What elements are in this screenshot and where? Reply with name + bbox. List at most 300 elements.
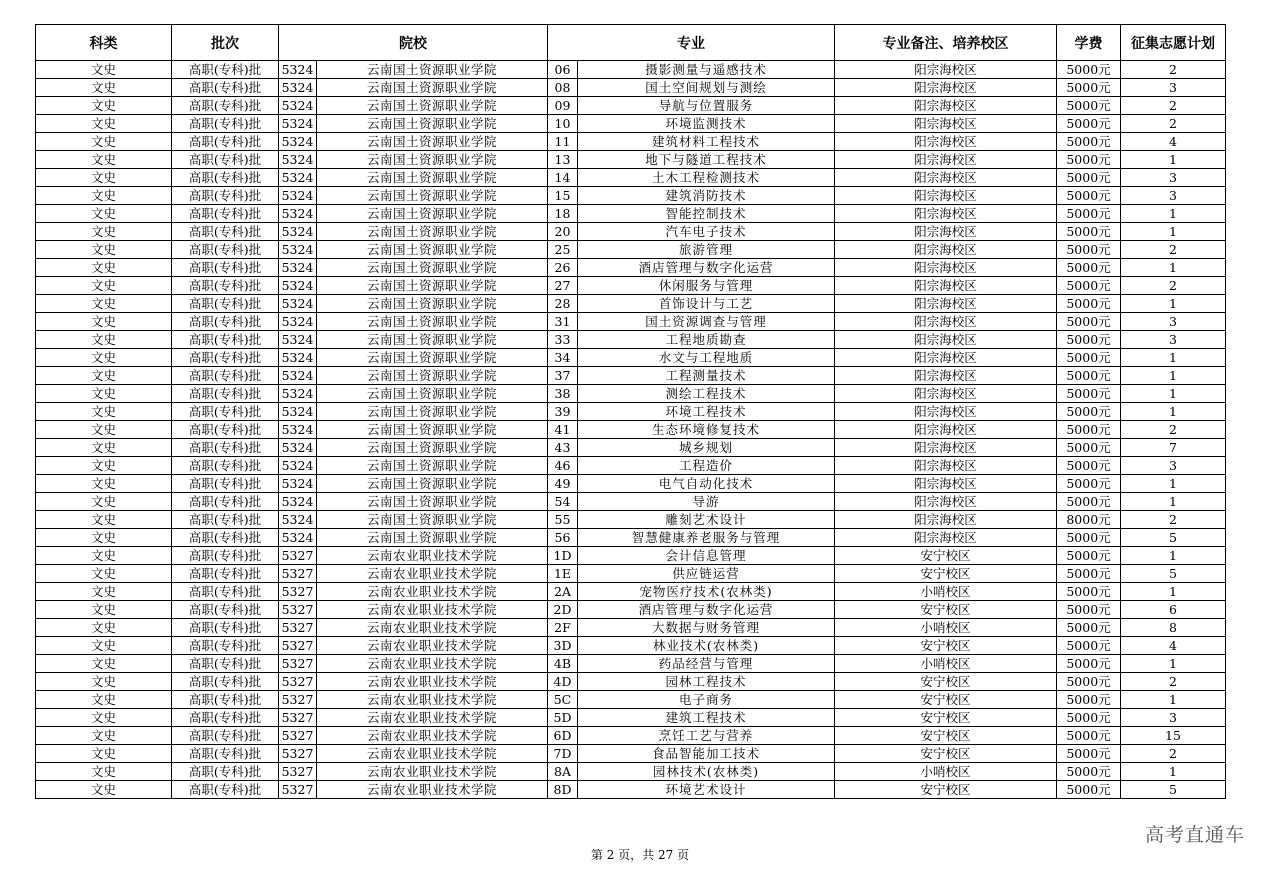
cell-major-code: 4B [548, 655, 578, 673]
cell-fee: 5000元 [1057, 583, 1121, 601]
cell-school-code: 5324 [279, 277, 317, 295]
cell-category: 文史 [36, 601, 172, 619]
table-row [36, 547, 1226, 565]
cell-fee: 5000元 [1057, 745, 1121, 763]
cell-plan-count: 2 [1121, 115, 1226, 133]
cell-campus-note: 小哨校区 [835, 619, 1057, 637]
cell-school-code: 5327 [279, 565, 317, 583]
table-row [36, 349, 1226, 367]
cell-major-code: 37 [548, 367, 578, 385]
cell-category: 文史 [36, 97, 172, 115]
cell-major-name: 国土空间规划与测绘 [578, 79, 835, 97]
cell-major-name: 园林工程技术 [578, 673, 835, 691]
cell-category: 文史 [36, 205, 172, 223]
cell-plan-count: 15 [1121, 727, 1226, 745]
cell-school-name: 云南国土资源职业学院 [317, 529, 548, 547]
cell-campus-note: 阳宗海校区 [835, 439, 1057, 457]
table-row [36, 61, 1226, 79]
cell-school-name: 云南国土资源职业学院 [317, 79, 548, 97]
cell-major-code: 6D [548, 727, 578, 745]
cell-school-name: 云南农业职业技术学院 [317, 709, 548, 727]
cell-plan-count: 1 [1121, 583, 1226, 601]
cell-major-name: 电子商务 [578, 691, 835, 709]
cell-category: 文史 [36, 241, 172, 259]
cell-plan-count: 3 [1121, 79, 1226, 97]
cell-school-name: 云南国土资源职业学院 [317, 511, 548, 529]
cell-school-name: 云南农业职业技术学院 [317, 637, 548, 655]
table-body [36, 61, 1226, 799]
cell-campus-note: 阳宗海校区 [835, 313, 1057, 331]
cell-category: 文史 [36, 547, 172, 565]
cell-major-code: 11 [548, 133, 578, 151]
cell-major-code: 5D [548, 709, 578, 727]
cell-campus-note: 阳宗海校区 [835, 295, 1057, 313]
cell-campus-note: 小哨校区 [835, 583, 1057, 601]
cell-major-name: 水文与工程地质 [578, 349, 835, 367]
cell-major-name: 汽车电子技术 [578, 223, 835, 241]
cell-major-code: 4D [548, 673, 578, 691]
cell-school-name: 云南国土资源职业学院 [317, 493, 548, 511]
cell-school-name: 云南国土资源职业学院 [317, 295, 548, 313]
cell-school-code: 5324 [279, 61, 317, 79]
cell-major-code: 08 [548, 79, 578, 97]
table-header-row [36, 25, 1226, 61]
cell-category: 文史 [36, 295, 172, 313]
cell-major-name: 智慧健康养老服务与管理 [578, 529, 835, 547]
cell-major-name: 园林技术(农林类) [578, 763, 835, 781]
cell-fee: 5000元 [1057, 673, 1121, 691]
table-row [36, 223, 1226, 241]
table-row [36, 619, 1226, 637]
cell-campus-note: 阳宗海校区 [835, 115, 1057, 133]
table-row [36, 511, 1226, 529]
cell-campus-note: 阳宗海校区 [835, 493, 1057, 511]
cell-plan-count: 6 [1121, 601, 1226, 619]
cell-major-name: 智能控制技术 [578, 205, 835, 223]
table-row [36, 583, 1226, 601]
cell-plan-count: 3 [1121, 187, 1226, 205]
cell-batch: 高职(专科)批 [172, 133, 279, 151]
cell-major-code: 5C [548, 691, 578, 709]
cell-batch: 高职(专科)批 [172, 511, 279, 529]
cell-school-code: 5324 [279, 205, 317, 223]
cell-batch: 高职(专科)批 [172, 169, 279, 187]
cell-fee: 5000元 [1057, 493, 1121, 511]
page-indicator: 第 2 页，共 27 页 [590, 848, 690, 862]
cell-major-code: 06 [548, 61, 578, 79]
cell-category: 文史 [36, 277, 172, 295]
cell-batch: 高职(专科)批 [172, 709, 279, 727]
cell-batch: 高职(专科)批 [172, 385, 279, 403]
cell-school-name: 云南农业职业技术学院 [317, 601, 548, 619]
cell-category: 文史 [36, 331, 172, 349]
cell-fee: 5000元 [1057, 457, 1121, 475]
cell-category: 文史 [36, 583, 172, 601]
header-category: 科类 [36, 25, 172, 61]
cell-category: 文史 [36, 745, 172, 763]
cell-batch: 高职(专科)批 [172, 475, 279, 493]
cell-campus-note: 小哨校区 [835, 655, 1057, 673]
cell-plan-count: 1 [1121, 295, 1226, 313]
cell-batch: 高职(专科)批 [172, 259, 279, 277]
table-row [36, 205, 1226, 223]
cell-category: 文史 [36, 367, 172, 385]
cell-campus-note: 阳宗海校区 [835, 403, 1057, 421]
cell-major-name: 建筑材料工程技术 [578, 133, 835, 151]
cell-school-code: 5327 [279, 763, 317, 781]
cell-fee: 5000元 [1057, 79, 1121, 97]
cell-school-code: 5327 [279, 691, 317, 709]
cell-major-name: 土木工程检测技术 [578, 169, 835, 187]
cell-category: 文史 [36, 619, 172, 637]
table-row [36, 115, 1226, 133]
cell-plan-count: 5 [1121, 565, 1226, 583]
cell-school-code: 5327 [279, 727, 317, 745]
cell-major-name: 导游 [578, 493, 835, 511]
cell-school-name: 云南国土资源职业学院 [317, 187, 548, 205]
table-row [36, 439, 1226, 457]
cell-school-name: 云南国土资源职业学院 [317, 241, 548, 259]
cell-category: 文史 [36, 187, 172, 205]
cell-batch: 高职(专科)批 [172, 673, 279, 691]
cell-batch: 高职(专科)批 [172, 727, 279, 745]
cell-fee: 5000元 [1057, 241, 1121, 259]
cell-major-name: 林业技术(农林类) [578, 637, 835, 655]
cell-major-name: 供应链运营 [578, 565, 835, 583]
table-row [36, 601, 1226, 619]
cell-plan-count: 1 [1121, 475, 1226, 493]
cell-batch: 高职(专科)批 [172, 79, 279, 97]
cell-plan-count: 2 [1121, 673, 1226, 691]
cell-plan-count: 1 [1121, 763, 1226, 781]
cell-school-code: 5324 [279, 439, 317, 457]
cell-campus-note: 阳宗海校区 [835, 385, 1057, 403]
table-row [36, 421, 1226, 439]
cell-fee: 5000元 [1057, 133, 1121, 151]
table-row [36, 565, 1226, 583]
table-row [36, 133, 1226, 151]
table-row [36, 97, 1226, 115]
cell-school-code: 5324 [279, 313, 317, 331]
header-plan: 征集志愿计划 [1121, 25, 1226, 61]
cell-fee: 5000元 [1057, 313, 1121, 331]
cell-major-code: 13 [548, 151, 578, 169]
cell-category: 文史 [36, 529, 172, 547]
cell-school-name: 云南国土资源职业学院 [317, 313, 548, 331]
cell-category: 文史 [36, 655, 172, 673]
cell-major-code: 2A [548, 583, 578, 601]
table-row [36, 169, 1226, 187]
cell-fee: 5000元 [1057, 475, 1121, 493]
cell-major-name: 工程测量技术 [578, 367, 835, 385]
cell-major-name: 休闲服务与管理 [578, 277, 835, 295]
cell-batch: 高职(专科)批 [172, 151, 279, 169]
cell-fee: 5000元 [1057, 691, 1121, 709]
cell-category: 文史 [36, 691, 172, 709]
cell-category: 文史 [36, 439, 172, 457]
cell-campus-note: 阳宗海校区 [835, 97, 1057, 115]
cell-campus-note: 安宁校区 [835, 691, 1057, 709]
cell-category: 文史 [36, 457, 172, 475]
table-row [36, 295, 1226, 313]
cell-category: 文史 [36, 493, 172, 511]
cell-batch: 高职(专科)批 [172, 205, 279, 223]
cell-batch: 高职(专科)批 [172, 565, 279, 583]
cell-campus-note: 安宁校区 [835, 781, 1057, 799]
cell-major-code: 38 [548, 385, 578, 403]
cell-major-code: 14 [548, 169, 578, 187]
cell-school-name: 云南农业职业技术学院 [317, 619, 548, 637]
cell-major-name: 国土资源调查与管理 [578, 313, 835, 331]
cell-fee: 5000元 [1057, 565, 1121, 583]
cell-major-code: 18 [548, 205, 578, 223]
cell-school-code: 5324 [279, 241, 317, 259]
cell-batch: 高职(专科)批 [172, 223, 279, 241]
cell-campus-note: 安宁校区 [835, 709, 1057, 727]
cell-major-code: 41 [548, 421, 578, 439]
cell-campus-note: 安宁校区 [835, 727, 1057, 745]
cell-fee: 5000元 [1057, 169, 1121, 187]
cell-plan-count: 1 [1121, 655, 1226, 673]
table-row [36, 457, 1226, 475]
cell-school-name: 云南国土资源职业学院 [317, 421, 548, 439]
cell-fee: 5000元 [1057, 61, 1121, 79]
cell-fee: 5000元 [1057, 637, 1121, 655]
cell-fee: 5000元 [1057, 187, 1121, 205]
cell-category: 文史 [36, 349, 172, 367]
cell-plan-count: 2 [1121, 241, 1226, 259]
cell-batch: 高职(专科)批 [172, 619, 279, 637]
cell-plan-count: 3 [1121, 331, 1226, 349]
cell-major-code: 43 [548, 439, 578, 457]
header-batch: 批次 [172, 25, 279, 61]
cell-batch: 高职(专科)批 [172, 331, 279, 349]
cell-batch: 高职(专科)批 [172, 439, 279, 457]
cell-school-name: 云南国土资源职业学院 [317, 403, 548, 421]
cell-campus-note: 阳宗海校区 [835, 223, 1057, 241]
cell-major-name: 工程地质勘查 [578, 331, 835, 349]
cell-major-code: 7D [548, 745, 578, 763]
cell-major-code: 39 [548, 403, 578, 421]
cell-fee: 5000元 [1057, 655, 1121, 673]
cell-batch: 高职(专科)批 [172, 115, 279, 133]
cell-fee: 5000元 [1057, 115, 1121, 133]
table-row [36, 331, 1226, 349]
cell-plan-count: 3 [1121, 169, 1226, 187]
cell-plan-count: 1 [1121, 367, 1226, 385]
cell-campus-note: 阳宗海校区 [835, 259, 1057, 277]
table-row [36, 493, 1226, 511]
cell-major-name: 食品智能加工技术 [578, 745, 835, 763]
table-row [36, 277, 1226, 295]
cell-category: 文史 [36, 727, 172, 745]
cell-category: 文史 [36, 421, 172, 439]
cell-batch: 高职(专科)批 [172, 403, 279, 421]
cell-category: 文史 [36, 475, 172, 493]
cell-major-name: 建筑消防技术 [578, 187, 835, 205]
cell-school-name: 云南国土资源职业学院 [317, 205, 548, 223]
table-row [36, 403, 1226, 421]
cell-campus-note: 阳宗海校区 [835, 511, 1057, 529]
cell-plan-count: 5 [1121, 781, 1226, 799]
cell-school-code: 5327 [279, 655, 317, 673]
cell-school-name: 云南国土资源职业学院 [317, 151, 548, 169]
cell-school-name: 云南国土资源职业学院 [317, 457, 548, 475]
cell-category: 文史 [36, 169, 172, 187]
cell-batch: 高职(专科)批 [172, 529, 279, 547]
cell-major-name: 生态环境修复技术 [578, 421, 835, 439]
cell-major-name: 建筑工程技术 [578, 709, 835, 727]
cell-campus-note: 阳宗海校区 [835, 61, 1057, 79]
cell-major-name: 摄影测量与遥感技术 [578, 61, 835, 79]
cell-batch: 高职(专科)批 [172, 421, 279, 439]
cell-school-code: 5324 [279, 421, 317, 439]
cell-plan-count: 2 [1121, 511, 1226, 529]
cell-fee: 5000元 [1057, 601, 1121, 619]
cell-plan-count: 1 [1121, 385, 1226, 403]
cell-category: 文史 [36, 259, 172, 277]
cell-fee: 8000元 [1057, 511, 1121, 529]
cell-school-code: 5324 [279, 259, 317, 277]
cell-major-code: 10 [548, 115, 578, 133]
table-row [36, 151, 1226, 169]
cell-category: 文史 [36, 151, 172, 169]
cell-plan-count: 1 [1121, 403, 1226, 421]
cell-school-name: 云南国土资源职业学院 [317, 385, 548, 403]
table-row [36, 763, 1226, 781]
cell-school-code: 5327 [279, 745, 317, 763]
cell-major-code: 31 [548, 313, 578, 331]
cell-batch: 高职(专科)批 [172, 763, 279, 781]
cell-category: 文史 [36, 385, 172, 403]
cell-major-name: 工程造价 [578, 457, 835, 475]
cell-category: 文史 [36, 313, 172, 331]
cell-plan-count: 3 [1121, 313, 1226, 331]
cell-major-name: 环境监测技术 [578, 115, 835, 133]
cell-major-code: 56 [548, 529, 578, 547]
cell-campus-note: 阳宗海校区 [835, 349, 1057, 367]
cell-fee: 5000元 [1057, 205, 1121, 223]
table-row [36, 475, 1226, 493]
cell-fee: 5000元 [1057, 151, 1121, 169]
cell-category: 文史 [36, 511, 172, 529]
cell-school-name: 云南农业职业技术学院 [317, 763, 548, 781]
cell-school-code: 5324 [279, 151, 317, 169]
table-row [36, 727, 1226, 745]
cell-batch: 高职(专科)批 [172, 241, 279, 259]
cell-fee: 5000元 [1057, 763, 1121, 781]
cell-category: 文史 [36, 673, 172, 691]
cell-batch: 高职(专科)批 [172, 493, 279, 511]
cell-campus-note: 安宁校区 [835, 601, 1057, 619]
cell-batch: 高职(专科)批 [172, 745, 279, 763]
table-row [36, 781, 1226, 799]
cell-campus-note: 阳宗海校区 [835, 367, 1057, 385]
cell-school-code: 5327 [279, 547, 317, 565]
cell-major-code: 28 [548, 295, 578, 313]
cell-batch: 高职(专科)批 [172, 691, 279, 709]
cell-major-name: 地下与隧道工程技术 [578, 151, 835, 169]
cell-plan-count: 1 [1121, 151, 1226, 169]
cell-major-code: 46 [548, 457, 578, 475]
cell-campus-note: 阳宗海校区 [835, 169, 1057, 187]
cell-category: 文史 [36, 223, 172, 241]
cell-plan-count: 1 [1121, 223, 1226, 241]
table-row [36, 313, 1226, 331]
cell-school-code: 5324 [279, 223, 317, 241]
cell-school-name: 云南农业职业技术学院 [317, 727, 548, 745]
cell-fee: 5000元 [1057, 727, 1121, 745]
cell-campus-note: 安宁校区 [835, 547, 1057, 565]
cell-plan-count: 3 [1121, 709, 1226, 727]
table-row [36, 673, 1226, 691]
cell-fee: 5000元 [1057, 439, 1121, 457]
cell-major-name: 首饰设计与工艺 [578, 295, 835, 313]
cell-major-code: 09 [548, 97, 578, 115]
header-note: 专业备注、培养校区 [835, 25, 1057, 61]
cell-school-name: 云南国土资源职业学院 [317, 169, 548, 187]
cell-batch: 高职(专科)批 [172, 367, 279, 385]
cell-batch: 高职(专科)批 [172, 601, 279, 619]
cell-category: 文史 [36, 115, 172, 133]
cell-school-name: 云南国土资源职业学院 [317, 475, 548, 493]
cell-plan-count: 8 [1121, 619, 1226, 637]
cell-campus-note: 阳宗海校区 [835, 529, 1057, 547]
cell-school-name: 云南国土资源职业学院 [317, 367, 548, 385]
cell-campus-note: 阳宗海校区 [835, 79, 1057, 97]
cell-batch: 高职(专科)批 [172, 61, 279, 79]
cell-fee: 5000元 [1057, 295, 1121, 313]
cell-category: 文史 [36, 79, 172, 97]
cell-major-code: 2F [548, 619, 578, 637]
cell-plan-count: 2 [1121, 745, 1226, 763]
watermark-logo-text: 高考直通车 [1145, 824, 1246, 846]
cell-major-code: 15 [548, 187, 578, 205]
cell-category: 文史 [36, 781, 172, 799]
cell-plan-count: 2 [1121, 277, 1226, 295]
cell-campus-note: 安宁校区 [835, 673, 1057, 691]
cell-plan-count: 2 [1121, 421, 1226, 439]
cell-school-name: 云南农业职业技术学院 [317, 565, 548, 583]
cell-major-code: 27 [548, 277, 578, 295]
cell-major-name: 测绘工程技术 [578, 385, 835, 403]
cell-school-code: 5327 [279, 619, 317, 637]
table-row [36, 187, 1226, 205]
cell-fee: 5000元 [1057, 331, 1121, 349]
cell-batch: 高职(专科)批 [172, 277, 279, 295]
cell-fee: 5000元 [1057, 367, 1121, 385]
cell-major-name: 药品经营与管理 [578, 655, 835, 673]
cell-major-code: 3D [548, 637, 578, 655]
cell-campus-note: 安宁校区 [835, 637, 1057, 655]
cell-school-name: 云南国土资源职业学院 [317, 331, 548, 349]
table-row [36, 709, 1226, 727]
cell-campus-note: 安宁校区 [835, 565, 1057, 583]
cell-school-code: 5324 [279, 457, 317, 475]
cell-school-name: 云南国土资源职业学院 [317, 115, 548, 133]
cell-major-code: 8A [548, 763, 578, 781]
cell-school-code: 5324 [279, 529, 317, 547]
cell-plan-count: 1 [1121, 493, 1226, 511]
table-row [36, 259, 1226, 277]
cell-school-name: 云南农业职业技术学院 [317, 547, 548, 565]
cell-batch: 高职(专科)批 [172, 187, 279, 205]
table-row [36, 385, 1226, 403]
cell-school-name: 云南农业职业技术学院 [317, 691, 548, 709]
cell-school-code: 5327 [279, 673, 317, 691]
cell-school-code: 5324 [279, 367, 317, 385]
cell-plan-count: 4 [1121, 637, 1226, 655]
